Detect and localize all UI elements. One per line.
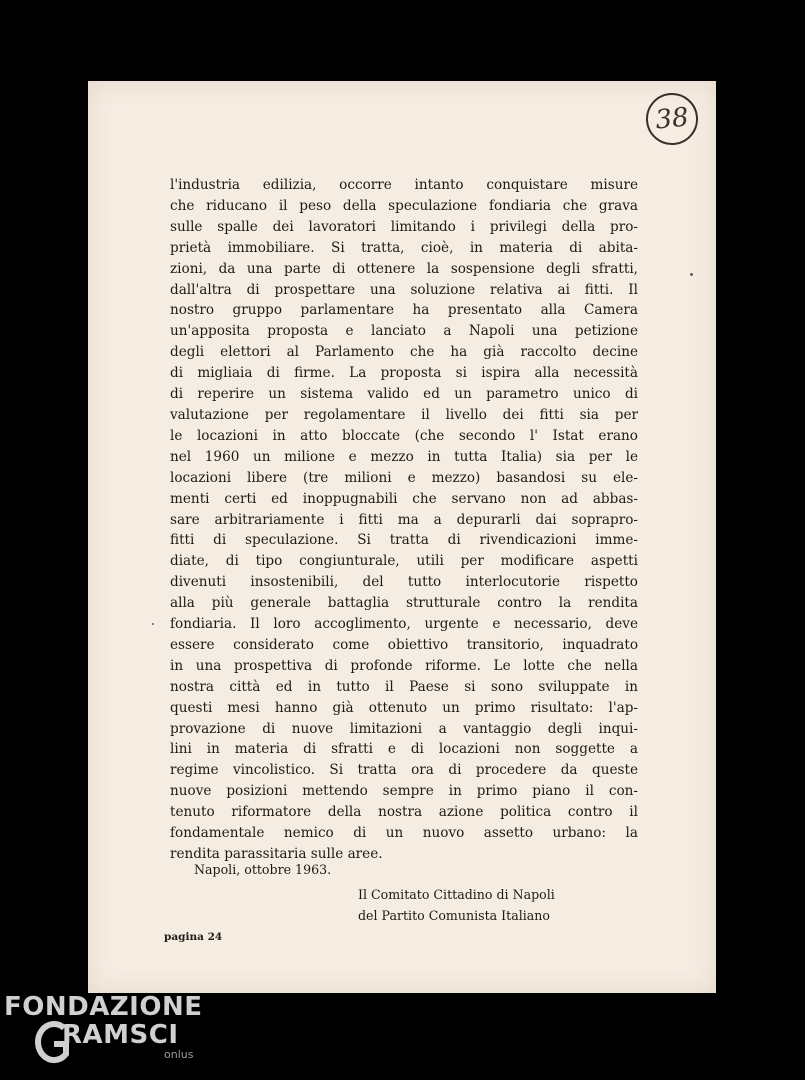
text-line: locazioni libere (tre milioni e mezzo) basandosi su ele- <box>170 469 638 486</box>
logo-line-2: RAMSCI <box>62 1020 179 1050</box>
paper-speck <box>152 623 154 625</box>
document-page <box>88 81 716 993</box>
page-number: pagina 24 <box>164 931 223 943</box>
text-line: degli elettori al Parlamento che ha già raccolto decine <box>170 344 638 361</box>
text-line: che riducano il peso della speculazione fondiaria che grava <box>170 197 638 214</box>
body-text <box>170 175 638 865</box>
text-line: valutazione per regolamentare il livello dei fitti sia per <box>170 406 638 423</box>
text-line: dall'altra di prospettare una soluzione relativa ai fitti. Il <box>170 281 638 298</box>
text-line: prietà immobiliare. Si tratta, cioè, in materia di abita- <box>170 239 638 256</box>
signature-block <box>358 884 618 926</box>
text-line: nuove posizioni mettendo sempre in primo piano il con- <box>170 783 638 800</box>
text-line: divenuti insostenibili, del tutto interlocutorie rispetto <box>170 574 638 591</box>
text-line: fondiaria. Il loro accoglimento, urgente e necessario, deve <box>170 616 638 633</box>
paper-speck <box>690 273 693 276</box>
text-line: menti certi ed inoppugnabili che servano non ad abbas- <box>170 490 638 507</box>
logo-line-1: FONDAZIONE <box>4 992 203 1022</box>
text-line: questi mesi hanno già ottenuto un primo risultato: l'ap- <box>170 699 638 716</box>
logo-subtitle: onlus <box>164 1048 194 1061</box>
text-line: lini in materia di sfratti e di locazioni non soggette a <box>170 741 638 758</box>
signature-line-2: del Partito Comunista Italiano <box>358 908 550 923</box>
text-line: fondamentale nemico di un nuovo assetto urbano: la <box>170 825 638 842</box>
text-line: in una prospettiva di profonde riforme. Le lotte che nella <box>170 657 638 674</box>
text-line: nostro gruppo parlamentare ha presentato alla Camera <box>170 302 638 319</box>
text-line: rendita parassitaria sulle aree. <box>170 846 383 862</box>
text-line: nostra città ed in tutto il Paese si sono sviluppate in <box>170 678 638 695</box>
text-line: un'apposita proposta e lanciato a Napoli una petizione <box>170 323 638 340</box>
archive-stamp: 38 <box>643 90 700 147</box>
text-line: fitti di speculazione. Si tratta di rivendicazioni imme- <box>170 532 638 549</box>
text-line: zioni, da una parte di ottenere la sospensione degli sfratti, <box>170 260 638 277</box>
fondazione-gramsci-logo <box>4 992 204 1072</box>
text-line: nel 1960 un milione e mezzo in tutta Italia) sia per le <box>170 448 638 465</box>
text-line: sare arbitrariamente i fitti ma a depurarli dai soprapro- <box>170 511 638 528</box>
text-line: di reperire un sistema valido ed un parametro unico di <box>170 386 638 403</box>
text-line: le locazioni in atto bloccate (che secondo l' Istat erano <box>170 427 638 444</box>
text-line: di migliaia di firme. La proposta si ispira alla necessità <box>170 365 638 382</box>
text-line: l'industria edilizia, occorre intanto conquistare misure <box>170 177 638 193</box>
text-line: tenuto riformatore della nostra azione politica contro il <box>170 804 638 821</box>
dateline: Napoli, ottobre 1963. <box>194 862 332 877</box>
text-line: alla più generale battaglia strutturale contro la rendita <box>170 595 638 612</box>
text-line: provazione di nuove limitazioni a vantaggio degli inqui- <box>170 720 638 737</box>
text-line: essere considerato come obiettivo transitorio, inquadrato <box>170 636 638 653</box>
text-line: sulle spalle dei lavoratori limitando i privilegi della pro- <box>170 218 638 235</box>
signature-line-1: Il Comitato Cittadino di Napoli <box>358 887 555 902</box>
text-line: diate, di tipo congiunturale, utili per modificare aspetti <box>170 553 638 570</box>
text-line: regime vincolistico. Si tratta ora di procedere da queste <box>170 762 638 779</box>
